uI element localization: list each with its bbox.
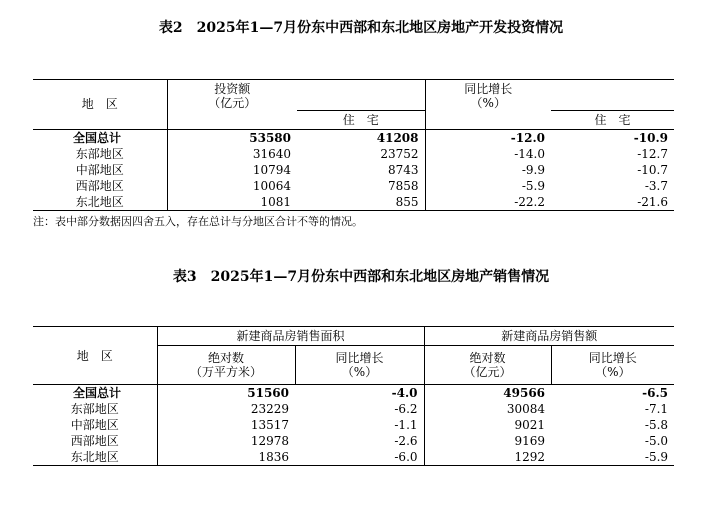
cell-region: 东部地区 xyxy=(33,401,157,417)
table-row xyxy=(33,417,674,433)
cell-region: 中部地区 xyxy=(33,162,167,178)
header-area-absolute-label: 绝对数 xyxy=(207,351,244,365)
header-sales-unit: （亿元） xyxy=(463,365,512,379)
header-area-yoy xyxy=(295,346,424,385)
table2-title: 表2 2025年1—7月份东中西部和东北地区房地产开发投资情况 xyxy=(158,20,564,36)
cell-region: 西部地区 xyxy=(33,433,157,449)
cell-area_yoy: -4.0 xyxy=(295,385,424,402)
cell-sales: 49566 xyxy=(503,386,546,400)
cell-yoy: -22.2 xyxy=(425,194,551,211)
table-row xyxy=(33,194,674,211)
cell-sales_yoy: -5.9 xyxy=(551,449,674,466)
header-area-unit: （万平方米） xyxy=(189,365,262,379)
cell-region: 东部地区 xyxy=(33,146,167,162)
cell-region: 全国总计 xyxy=(33,385,157,402)
cell-area_yoy: -6.0 xyxy=(295,449,424,466)
header-residential: 住 宅 xyxy=(297,110,425,129)
cell-yoy_residential: -3.7 xyxy=(644,178,668,193)
header-yoy-unit: （%） xyxy=(470,96,506,110)
cell-region: 中部地区 xyxy=(33,417,157,433)
cell-sales_yoy: -5.8 xyxy=(644,418,669,432)
header-investment-unit: （亿元） xyxy=(208,96,257,110)
header-investment xyxy=(167,80,297,111)
header-sales-amount: 新建商品房销售额 xyxy=(424,327,674,346)
table-row xyxy=(33,178,674,194)
cell-area_yoy: -2.6 xyxy=(295,433,424,449)
cell-invest: 53580 xyxy=(249,130,291,145)
investment-table xyxy=(33,79,674,211)
cell-area_yoy: -6.2 xyxy=(295,401,424,417)
cell-sales: 30084 xyxy=(506,402,546,416)
cell-sales: 1292 xyxy=(424,449,551,466)
cell-invest: 1081 xyxy=(167,194,297,211)
cell-area: 1836 xyxy=(157,449,295,466)
cell-residential: 23752 xyxy=(297,146,425,162)
table-row xyxy=(33,162,674,178)
cell-yoy_residential: -10.9 xyxy=(633,130,668,145)
header-area-yoy-label: 同比增长 xyxy=(335,351,384,365)
table-row xyxy=(33,433,674,449)
cell-yoy: -12.0 xyxy=(510,130,545,145)
cell-region: 全国总计 xyxy=(33,129,167,146)
cell-sales_yoy: -5.0 xyxy=(644,434,669,448)
cell-area: 13517 xyxy=(250,418,289,432)
header-area-absolute xyxy=(157,346,295,385)
header-sales-yoy-unit: （%） xyxy=(595,365,631,379)
cell-residential: 855 xyxy=(297,194,425,211)
cell-invest: 31640 xyxy=(252,146,291,161)
cell-sales: 9169 xyxy=(514,434,546,448)
table-row xyxy=(33,401,674,417)
header-sales-absolute xyxy=(424,346,551,385)
table2-note: 注：表中部分数据因四舍五入，存在总计与分地区合计不等的情况。 xyxy=(33,215,363,228)
sales-table xyxy=(33,326,674,466)
table3-title: 表3 2025年1—7月份东中西部和东北地区房地产销售情况 xyxy=(172,269,550,285)
header-sales-absolute-label: 绝对数 xyxy=(469,351,506,365)
header-yoy-label: 同比增长 xyxy=(464,82,513,96)
table-row xyxy=(33,385,674,402)
table-row xyxy=(33,129,674,146)
header-sales-yoy xyxy=(551,346,674,385)
cell-residential: 8743 xyxy=(297,162,425,178)
cell-sales_yoy: -7.1 xyxy=(644,402,669,416)
table-row xyxy=(33,146,674,162)
cell-area: 12978 xyxy=(250,434,289,448)
cell-sales_yoy: -6.5 xyxy=(642,386,669,400)
cell-residential: 7858 xyxy=(297,178,425,194)
cell-sales: 9021 xyxy=(514,418,546,432)
cell-yoy_residential: -21.6 xyxy=(551,194,674,211)
header-sales-yoy-label: 同比增长 xyxy=(588,351,637,365)
cell-area: 23229 xyxy=(250,402,289,416)
cell-yoy: -9.9 xyxy=(521,162,545,177)
cell-area: 51560 xyxy=(247,386,289,400)
header-yoy-residential: 住 宅 xyxy=(551,110,674,129)
header-region: 地 区 xyxy=(33,80,167,130)
table-row xyxy=(33,449,674,466)
cell-region: 东北地区 xyxy=(33,449,157,466)
cell-region: 西部地区 xyxy=(33,178,167,194)
cell-yoy: -14.0 xyxy=(514,146,545,161)
header-sales-area: 新建商品房销售面积 xyxy=(157,327,424,346)
cell-yoy_residential: -12.7 xyxy=(637,146,668,161)
cell-residential: 41208 xyxy=(297,129,425,146)
cell-invest: 10064 xyxy=(252,178,291,193)
cell-region: 东北地区 xyxy=(33,194,167,211)
cell-yoy: -5.9 xyxy=(521,178,545,193)
header-area-yoy-unit: （%） xyxy=(341,365,378,379)
header-investment-label: 投资额 xyxy=(214,82,251,96)
cell-invest: 10794 xyxy=(252,162,291,177)
header-yoy xyxy=(425,80,551,111)
cell-yoy_residential: -10.7 xyxy=(637,162,668,177)
header-region: 地 区 xyxy=(33,327,157,385)
cell-area_yoy: -1.1 xyxy=(295,417,424,433)
